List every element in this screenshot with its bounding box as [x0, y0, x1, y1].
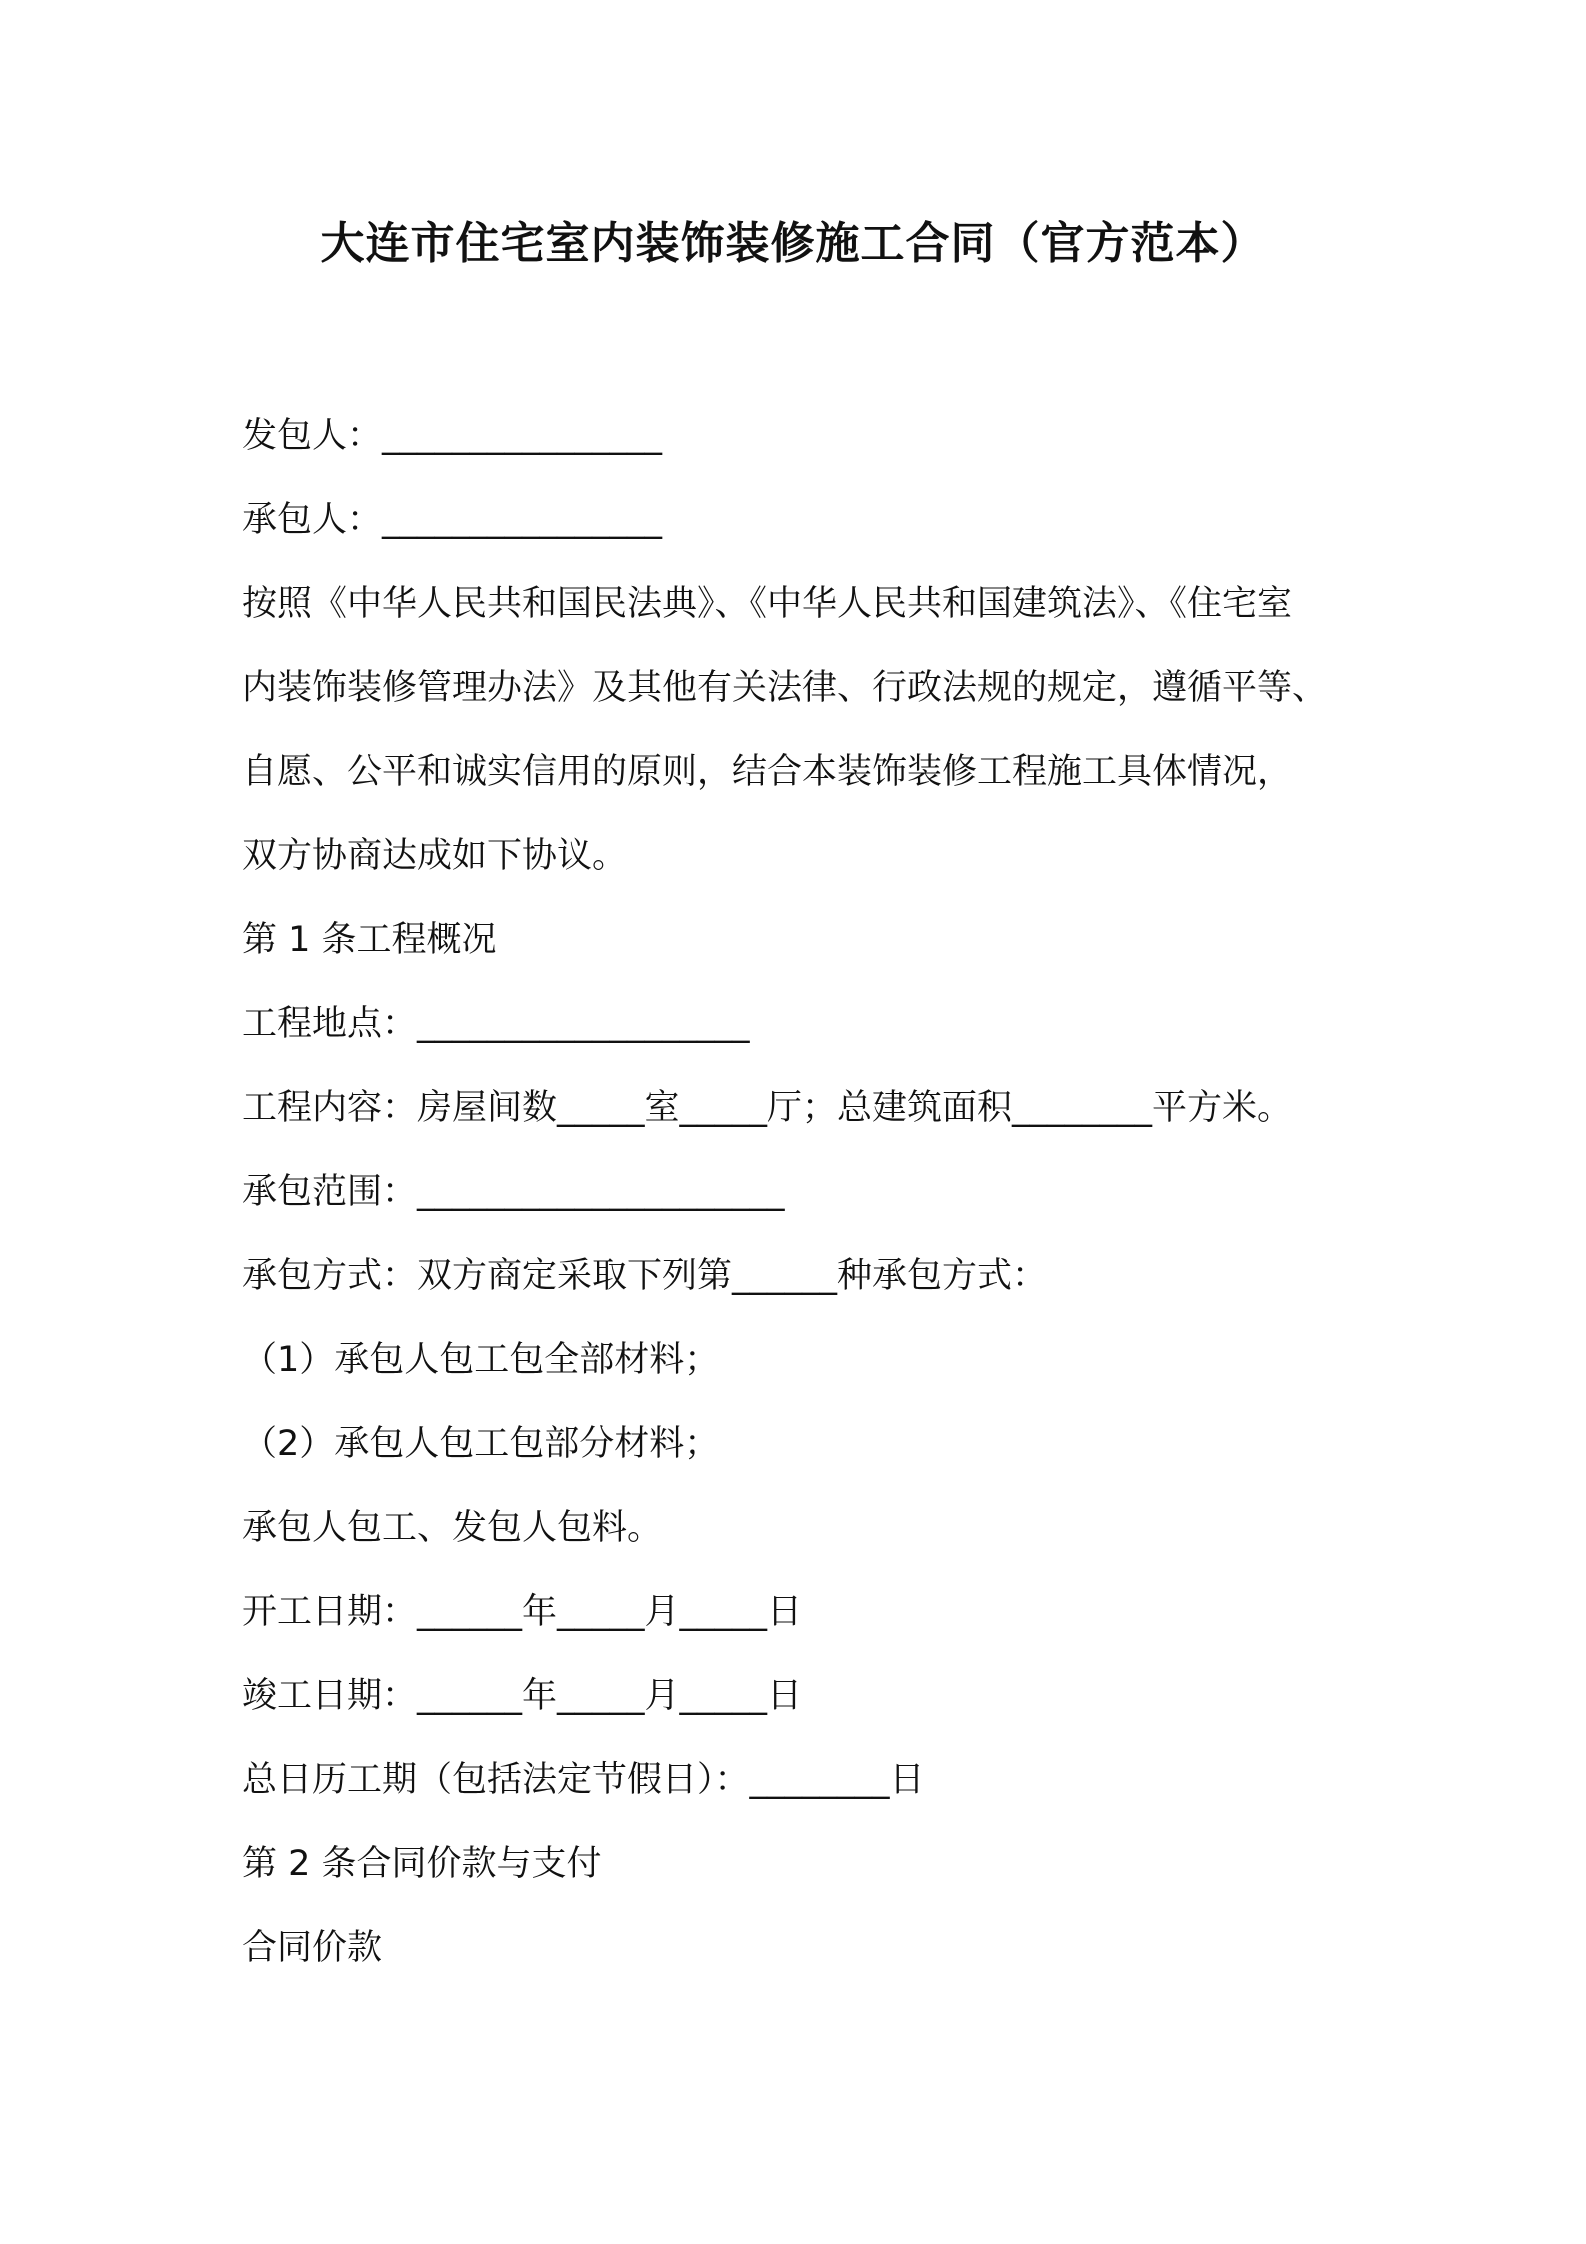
start-date-line: 开工日期：______年_____月_____日: [242, 1592, 803, 1632]
contractor-line: 承包人：________________: [242, 500, 663, 540]
method-option-3: 承包人包工、发包人包料。: [242, 1508, 663, 1548]
article-2-heading: 第 2 条合同价款与支付: [242, 1844, 602, 1884]
preamble-line-4: 双方协商达成如下协议。: [242, 836, 628, 876]
method-option-2: （2）承包人包工包部分材料；: [242, 1424, 720, 1464]
preamble-line-2: 内装饰装修管理办法》及其他有关法律、行政法规的规定，遵循平等、: [242, 668, 1328, 708]
preamble-line-3: 自愿、公平和诚实信用的原则，结合本装饰装修工程施工具体情况，: [242, 752, 1293, 792]
contract-price-heading: 合同价款: [242, 1928, 383, 1968]
project-content-line: 工程内容：房屋间数_____室_____厅；总建筑面积________平方米。: [242, 1088, 1293, 1128]
total-duration-line: 总日历工期（包括法定节假日）：________日: [242, 1760, 925, 1800]
contract-scope-line: 承包范围：_____________________: [242, 1172, 785, 1212]
completion-date-line: 竣工日期：______年_____月_____日: [242, 1676, 803, 1716]
document-title: 大连市住宅室内装饰装修施工合同（官方范本）: [320, 218, 1266, 269]
preamble-line-1: 按照《中华人民共和国民法典》、《中华人民共和国建筑法》、《住宅室: [242, 584, 1293, 624]
contract-method-line: 承包方式：双方商定采取下列第______种承包方式：: [242, 1256, 1048, 1296]
project-location-line: 工程地点：___________________: [242, 1004, 750, 1044]
employer-line: 发包人：________________: [242, 416, 663, 456]
method-option-1: （1）承包人包工包全部材料；: [242, 1340, 720, 1380]
article-1-heading: 第 1 条工程概况: [242, 920, 497, 960]
